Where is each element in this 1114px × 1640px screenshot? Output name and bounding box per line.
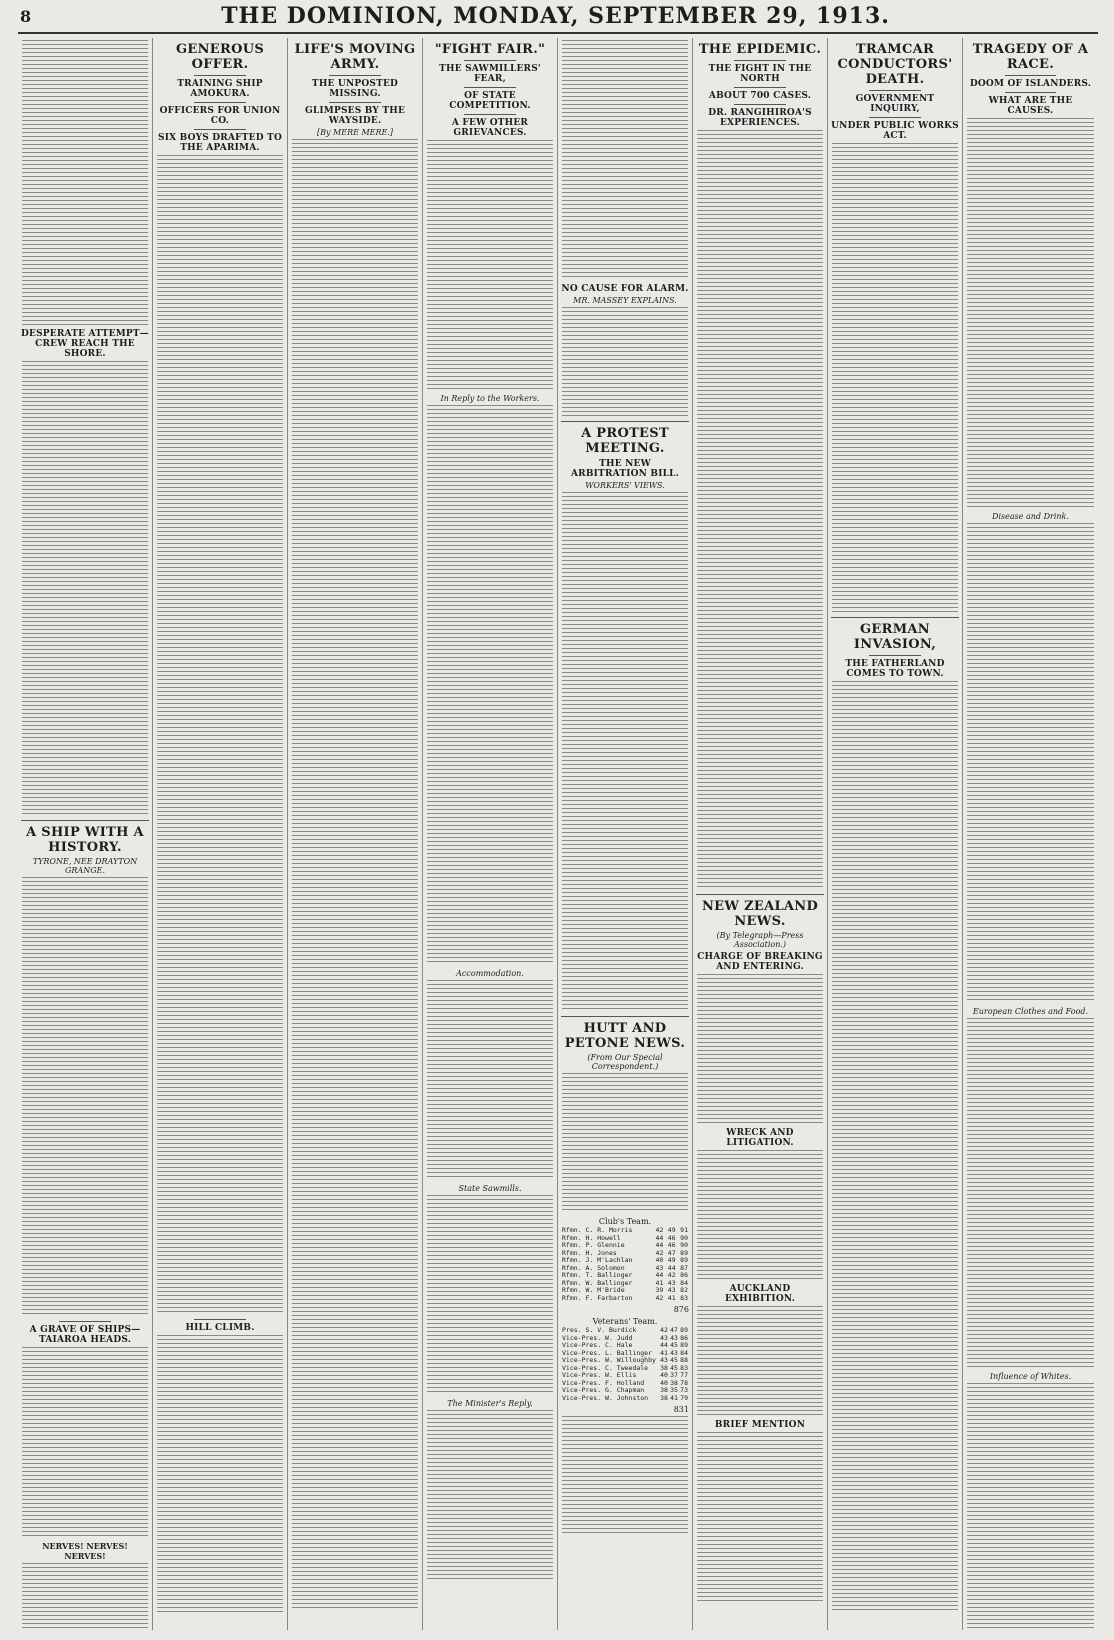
score-cell: 42 <box>667 1271 676 1279</box>
divider <box>734 87 785 88</box>
score-cell: 88 <box>680 1356 688 1364</box>
article-subheadline: THE FIGHT IN THE NORTH <box>708 64 812 84</box>
score-cell: 35 <box>670 1386 678 1394</box>
column-1 <box>18 38 153 1630</box>
score-cell: 42 <box>655 1248 664 1257</box>
table-row <box>561 1395 689 1403</box>
article-body <box>562 1073 688 1213</box>
article-subheadline: OFFICERS FOR UNION CO. <box>159 106 281 126</box>
score-cell: 40 <box>655 1256 664 1264</box>
column-2 <box>153 38 288 1630</box>
masthead-rule <box>18 32 1098 34</box>
score-cell: 47 <box>670 1326 678 1334</box>
score-cell: 83 <box>680 1363 688 1372</box>
column-5 <box>558 38 693 1630</box>
article-headline: TRAGEDY OF A RACE. <box>972 42 1089 72</box>
score-cell: 89 <box>680 1248 688 1257</box>
article-headline: NEW ZEALAND NEWS. <box>701 899 819 929</box>
competitor-name: Vice-Pres. F. Holland <box>562 1378 645 1387</box>
score-cell: 43 <box>667 1286 676 1294</box>
competitor-name: Vice-Pres. W. Ellis <box>562 1371 637 1379</box>
article-subheadline: WORKERS' VIEWS. <box>585 481 665 490</box>
divider <box>734 104 785 105</box>
advertisement-heading: NERVES! NERVES! NERVES! <box>42 1541 128 1561</box>
article-headline: HILL CLIMB. <box>185 1323 255 1333</box>
article-subheadline: UNDER PUBLIC WORKS ACT. <box>831 121 959 141</box>
score-cell: 49 <box>667 1226 676 1234</box>
divider <box>194 129 245 130</box>
score-cell: 84 <box>680 1278 688 1287</box>
section-heading: Accommodation. <box>456 969 524 978</box>
article-subheadline: (By Telegraph—Press Association.) <box>716 931 804 949</box>
score-cell: 89 <box>680 1256 688 1264</box>
article-subheadline: THE NEW ARBITRATION BILL. <box>570 459 680 479</box>
score-cell: 42 <box>660 1326 668 1334</box>
article-body <box>292 139 418 1609</box>
score-cell: 82 <box>680 1286 688 1294</box>
score-cell: 84 <box>680 1348 688 1357</box>
score-cell: 40 <box>660 1371 668 1379</box>
score-cell: 43 <box>667 1278 676 1287</box>
score-cell: 43 <box>670 1333 678 1342</box>
divider <box>194 1319 245 1320</box>
article-subheadline: THE FATHERLAND COMES TO TOWN. <box>845 659 945 679</box>
score-cell: 45 <box>670 1341 678 1349</box>
section-heading: The Minister's Reply. <box>447 1399 533 1408</box>
article-body <box>562 492 688 1012</box>
competitor-name: Rfmn. H. Jones <box>562 1248 617 1257</box>
competitor-name: Rfmn. J. M'Lachlan <box>562 1256 633 1264</box>
article-subheadline: TRAINING SHIP AMOKURA. <box>177 79 263 99</box>
competitor-name: Vice-Pres. G. Chapman <box>562 1386 645 1394</box>
article-headline: A SHIP WITH A HISTORY. <box>26 825 144 855</box>
score-cell: 45 <box>670 1363 678 1372</box>
score-cell: 46 <box>667 1233 676 1242</box>
article-headline: "FIGHT FAIR." <box>434 42 546 57</box>
divider <box>21 820 149 821</box>
article-body <box>22 877 148 1317</box>
competitor-name: Rfmn. W. Ballinger <box>562 1278 633 1287</box>
article-subheadline: SIX BOYS DRAFTED TO THE APARIMA. <box>158 133 282 153</box>
divider <box>831 617 959 618</box>
divider <box>734 60 785 61</box>
competitor-name: Pres. S. V. Burdick <box>562 1326 637 1334</box>
article-headline: LIFE'S MOVING ARMY. <box>294 42 416 72</box>
score-cell: 42 <box>655 1226 664 1234</box>
article-body <box>22 40 148 325</box>
score-cell: 77 <box>680 1371 688 1379</box>
score-cell: 44 <box>655 1271 664 1279</box>
divider <box>696 894 824 895</box>
competitor-name: Rfmn. F. Farbarton <box>562 1293 633 1302</box>
article-headline: DESPERATE ATTEMPT—CREW REACH THE SHORE. <box>21 329 149 359</box>
table-total: 831 <box>673 1405 689 1414</box>
article-body <box>832 681 958 1611</box>
article-body <box>22 1347 148 1537</box>
score-cell: 40 <box>660 1378 668 1387</box>
score-cell: 91 <box>680 1226 688 1234</box>
article-body <box>832 143 958 613</box>
table-total: 876 <box>673 1305 689 1314</box>
article-body <box>967 118 1094 508</box>
divider <box>1005 75 1057 76</box>
article-headline: A PROTEST MEETING. <box>581 426 669 456</box>
score-cell: 86 <box>680 1271 688 1279</box>
score-cell: 43 <box>670 1348 678 1357</box>
divider <box>561 421 689 422</box>
divider <box>1005 92 1057 93</box>
table-title: Veterans' Team. <box>592 1317 658 1326</box>
score-cell: 41 <box>660 1348 668 1357</box>
section-heading: European Clothes and Food. <box>972 1007 1089 1016</box>
divider <box>329 102 380 103</box>
score-cell: 41 <box>670 1393 678 1402</box>
score-table-club <box>561 1227 689 1302</box>
article-headline: GENEROUS OFFER. <box>175 42 265 72</box>
divider <box>194 102 245 103</box>
article-subheadline: THE SAWMILLERS' FEAR, <box>439 64 541 84</box>
competitor-name: Rfmn. A. Solomon <box>562 1263 625 1272</box>
article-body <box>22 361 148 816</box>
section-heading: Disease and Drink. <box>992 512 1069 521</box>
score-cell: 37 <box>670 1371 678 1379</box>
score-cell: 44 <box>660 1341 668 1349</box>
page-number: 8 <box>20 6 32 26</box>
section-heading: AUCKLAND EXHIBITION. <box>724 1284 796 1304</box>
article-body <box>427 1195 553 1395</box>
section-heading: CHARGE OF BREAKING AND ENTERING. <box>697 952 823 972</box>
section-heading: State Sawmills. <box>458 1184 522 1193</box>
competitor-name: Rfmn. T. Ballinger <box>562 1271 633 1279</box>
article-subheadline: TYRONE, NEE DRAYTON GRANGE. <box>32 857 138 875</box>
score-cell: 87 <box>680 1263 688 1272</box>
section-heading: BRIEF MENTION <box>714 1420 806 1430</box>
article-body <box>967 1018 1094 1368</box>
article-subheadline: GOVERNMENT INQUIRY, <box>855 94 935 114</box>
article-subheadline: GLIMPSES BY THE WAYSIDE. <box>304 106 405 126</box>
competitor-name: Vice-Pres. W. Judd <box>562 1333 633 1342</box>
score-cell: 46 <box>667 1241 676 1249</box>
divider <box>869 655 920 656</box>
article-headline: GERMAN INVASION, <box>853 622 937 652</box>
table-row <box>561 1295 689 1303</box>
score-cell: 44 <box>667 1263 676 1272</box>
divider <box>561 1016 689 1017</box>
score-cell: 44 <box>655 1233 664 1242</box>
score-cell: 41 <box>667 1293 676 1302</box>
score-cell: 90 <box>680 1241 688 1249</box>
column-4 <box>423 38 558 1630</box>
article-subheadline: DOOM OF ISLANDERS. <box>969 79 1092 89</box>
article-headline: A GRAVE OF SHIPS—TAIAROA HEADS. <box>29 1325 141 1345</box>
score-cell: 45 <box>670 1356 678 1364</box>
article-subheadline: OF STATE COMPETITION. <box>449 91 531 111</box>
article-body <box>697 974 823 1124</box>
competitor-name: Rfmn. C. R. Morris <box>562 1226 633 1234</box>
score-cell: 89 <box>680 1341 688 1349</box>
article-body <box>562 1416 688 1536</box>
competitor-name: Vice-Pres. W. Johnston <box>562 1393 649 1402</box>
column-3 <box>288 38 423 1630</box>
article-body <box>562 307 688 417</box>
competitor-name: Rfmn. P. Glennie <box>562 1241 625 1249</box>
score-cell: 86 <box>680 1333 688 1342</box>
article-body <box>427 140 553 390</box>
article-headline: THE EPIDEMIC. <box>698 42 822 57</box>
score-cell: 43 <box>660 1356 668 1364</box>
article-body <box>967 523 1094 1003</box>
divider <box>329 75 380 76</box>
competitor-name: Vice-Pres. C. Tweedale <box>562 1363 649 1372</box>
competitor-name: Rfmn. W. M'Bride <box>562 1286 625 1294</box>
byline: [By MERE MERE.] <box>316 128 394 137</box>
article-subheadline: DR. RANGIHIROA'S EXPERIENCES. <box>708 108 812 128</box>
competitor-name: Vice-Pres. W. Willoughby <box>562 1356 656 1364</box>
article-body <box>427 1410 553 1580</box>
masthead <box>20 0 1100 32</box>
score-cell: 89 <box>680 1326 688 1334</box>
article-body <box>697 130 823 890</box>
section-heading: Influence of Whites. <box>989 1372 1072 1381</box>
advertisement-body <box>22 1563 148 1630</box>
score-cell: 43 <box>660 1333 668 1342</box>
score-cell: 38 <box>670 1378 678 1387</box>
score-cell: 78 <box>680 1378 688 1387</box>
article-body <box>157 1335 283 1615</box>
divider <box>194 75 245 76</box>
correspondent-note: (From Our Special Correspondent.) <box>587 1053 663 1071</box>
score-cell: 43 <box>655 1263 664 1272</box>
column-7 <box>828 38 963 1630</box>
section-heading: In Reply to the Workers. <box>440 394 540 403</box>
divider <box>464 60 515 61</box>
article-headline: TRAMCAR CONDUCTORS' DEATH. <box>837 42 953 87</box>
score-cell: 90 <box>680 1233 688 1242</box>
article-subheadline: A FEW OTHER GRIEVANCES. <box>451 118 529 138</box>
table-title: Club's Team. <box>598 1217 652 1226</box>
divider <box>464 87 515 88</box>
divider <box>869 90 920 91</box>
article-subheadline: ABOUT 700 CASES. <box>708 91 812 101</box>
competitor-name: Vice-Pres. C. Hale <box>562 1341 633 1349</box>
section-heading: WRECK AND LITIGATION. <box>726 1128 794 1148</box>
score-cell: 38 <box>660 1363 668 1372</box>
column-8 <box>963 38 1098 1630</box>
article-body <box>697 1150 823 1280</box>
newspaper-title: THE DOMINION, MONDAY, SEPTEMBER 29, 1913. <box>221 3 890 29</box>
article-body <box>427 980 553 1180</box>
divider <box>869 117 920 118</box>
section-heading: NO CAUSE FOR ALARM. <box>561 284 689 294</box>
section-heading: MR. MASSEY EXPLAINS. <box>573 296 677 305</box>
competitor-name: Rfmn. H. Howell <box>562 1233 621 1242</box>
score-cell: 38 <box>660 1393 668 1402</box>
column-6 <box>693 38 828 1630</box>
article-body <box>562 40 688 280</box>
score-cell: 49 <box>667 1256 676 1264</box>
article-subheadline: WHAT ARE THE CAUSES. <box>988 96 1073 116</box>
score-cell: 38 <box>660 1386 668 1394</box>
article-headline: HUTT AND PETONE NEWS. <box>564 1021 686 1051</box>
article-subheadline: THE UNPOSTED MISSING. <box>311 79 399 99</box>
score-cell: 47 <box>667 1248 676 1257</box>
score-cell: 83 <box>680 1293 688 1302</box>
score-cell: 44 <box>655 1241 664 1249</box>
score-cell: 41 <box>655 1278 664 1287</box>
score-cell: 42 <box>655 1293 664 1302</box>
score-table-veterans <box>561 1327 689 1402</box>
competitor-name: Vice-Pres. L. Ballinger <box>562 1348 653 1357</box>
score-cell: 39 <box>655 1286 664 1294</box>
columns <box>18 38 1100 1630</box>
divider <box>59 1321 110 1322</box>
article-body <box>697 1432 823 1602</box>
score-cell: 73 <box>680 1386 688 1394</box>
article-body <box>427 405 553 965</box>
score-cell: 79 <box>680 1393 688 1402</box>
article-body <box>157 155 283 1315</box>
article-body <box>967 1383 1094 1630</box>
article-body <box>697 1306 823 1416</box>
divider <box>464 114 515 115</box>
